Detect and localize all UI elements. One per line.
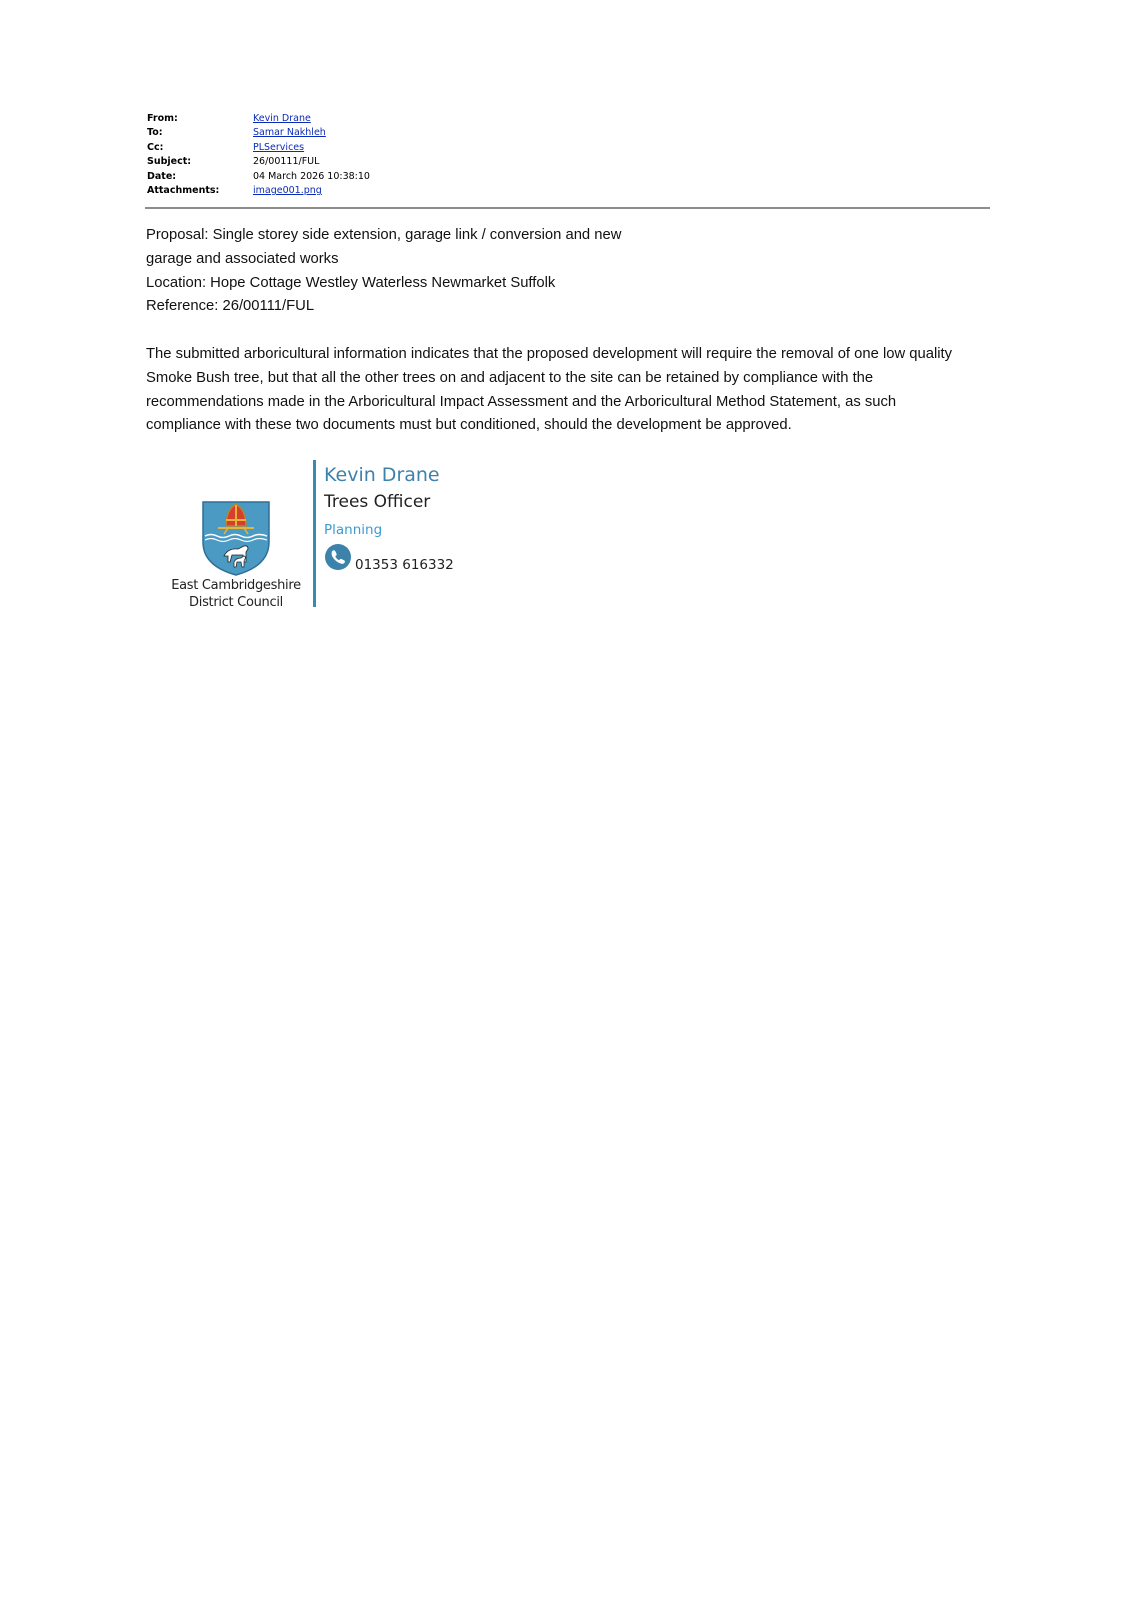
header-row-subject <box>147 155 990 169</box>
paragraph-line: compliance with these two documents must but conditioned, should the development be approved. <box>146 417 792 434</box>
email-header <box>147 112 990 198</box>
from-link[interactable]: Kevin Drane <box>253 113 311 124</box>
location-line: Location: Hope Cottage Westley Waterless Newmarket Suffolk <box>146 274 556 291</box>
proposal-line: Proposal: Single storey side extension, garage link / conversion and new <box>146 227 622 243</box>
subject-label: Subject: <box>147 156 192 168</box>
header-row-date <box>147 170 990 184</box>
reference-line: Reference: 26/00111/FUL <box>146 298 315 315</box>
header-row-to <box>147 126 990 140</box>
council-name-line1: East Cambridgeshire <box>171 578 301 593</box>
date-label: Date: <box>147 170 177 182</box>
body-paragraph <box>146 343 991 438</box>
signature-name: Kevin Drane <box>324 464 440 486</box>
signature-department: Planning <box>324 522 383 538</box>
header-row-from <box>147 112 990 126</box>
council-logo-text <box>168 578 304 611</box>
header-row-cc <box>147 141 990 155</box>
signature-role: Trees Officer <box>324 492 431 512</box>
subject-value: 26/00111/FUL <box>253 156 320 168</box>
from-label: From: <box>147 113 178 124</box>
signature-divider <box>313 460 316 607</box>
proposal-block <box>146 224 646 319</box>
attachments-label: Attachments: <box>147 184 220 196</box>
phone-icon <box>324 543 352 571</box>
paragraph-line: The submitted arboricultural information indicates that the proposed development will require the removal of one low quality <box>146 346 953 362</box>
proposal-line: garage and associated works <box>146 250 339 267</box>
cc-link[interactable]: PLServices <box>253 141 305 153</box>
council-name-line2: District Council <box>189 594 283 610</box>
paragraph-line: recommendations made in the Arboricultural Impact Assessment and the Arboricultural Method Statement, as such <box>146 393 897 410</box>
header-row-attachments <box>147 184 990 198</box>
date-value: 04 March 2026 10:38:10 <box>253 170 370 182</box>
signature-phone: 01353 616332 <box>355 557 454 573</box>
to-label: To: <box>147 127 163 139</box>
to-link[interactable]: Samar Nakhleh <box>253 127 326 139</box>
cc-label: Cc: <box>147 141 164 153</box>
attachment-link[interactable]: image001.png <box>253 184 322 196</box>
header-divider <box>145 207 990 209</box>
paragraph-line: Smoke Bush tree, but that all the other trees on and adjacent to the site can be retained by compliance with the <box>146 369 874 386</box>
